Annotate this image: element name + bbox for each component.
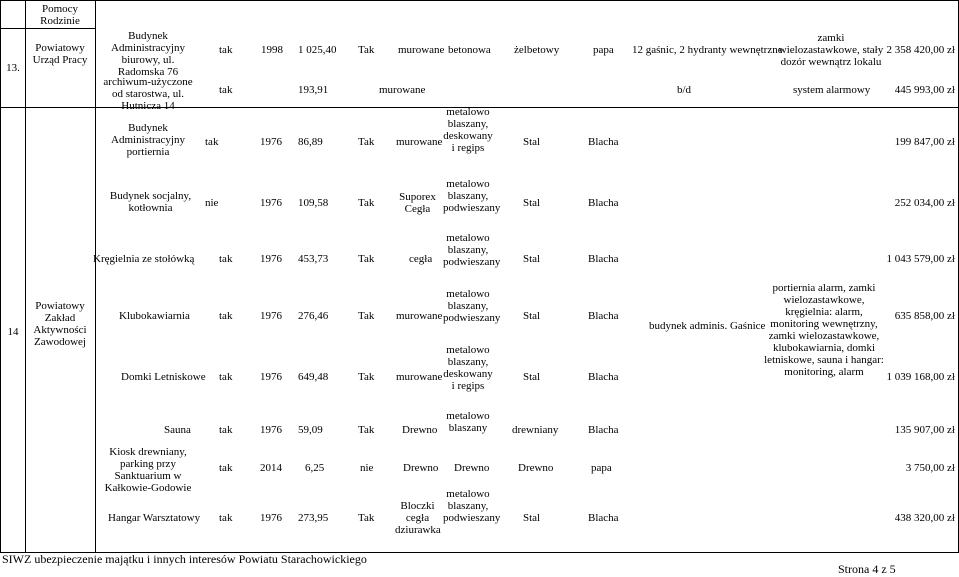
walls: cegła — [409, 253, 433, 265]
building-name: Domki Letniskowe — [121, 371, 206, 383]
walls: Drewno — [403, 462, 439, 474]
theft-protection: zamki wielozastawkowe, stały dozór wewnątrz lokalu — [778, 32, 884, 68]
roof-construction: Stal — [523, 253, 541, 265]
ceiling: metalowo blaszany — [446, 410, 490, 434]
walls: murowane — [396, 371, 443, 383]
building-name: Kiosk drewniany, parking przy Sanktuarium w Kałkowie-Godowie — [104, 446, 192, 494]
monument-flag: Tak — [358, 371, 375, 383]
value: 3 750,00 zł — [905, 462, 955, 474]
area: 453,73 — [298, 253, 329, 265]
building-name: Budynek socjalny, kotłownia — [109, 190, 192, 214]
building-name: archiwum-użyczone od starostwa, ul. Hutnicza 14 — [103, 76, 193, 112]
roofing: Blacha — [588, 253, 619, 265]
value: 445 993,00 zł — [894, 84, 955, 96]
walls: murowane — [398, 44, 445, 56]
monument-flag: Tak — [358, 424, 375, 436]
area: 86,89 — [298, 136, 323, 148]
roof-construction: żelbetowy — [514, 44, 560, 56]
ceiling: betonowa — [448, 44, 491, 56]
unit-name-13: Powiatowy Urząd Pracy — [32, 42, 88, 66]
value: 1 043 579,00 zł — [886, 253, 955, 265]
insured-flag: tak — [219, 84, 233, 96]
roof-construction: drewniany — [512, 424, 559, 436]
monument-flag: Tak — [358, 197, 375, 209]
monument-flag: Tak — [358, 44, 375, 56]
area: 109,58 — [298, 197, 329, 209]
roof-construction: Stal — [523, 136, 541, 148]
col-divider-unit — [95, 0, 96, 552]
monument-flag: Tak — [358, 310, 375, 322]
area: 276,46 — [298, 310, 329, 322]
theft-protection-shared: portiernia alarm, zamki wielozastawkowe, kręgielnia: alarm, monitoring wewnętrzny, zamki wielozastawkowe, klubokawiarnia, domki letniskowe, sauna i hangar: monitoring, alarm — [764, 282, 884, 378]
row-number-14: 14 — [7, 326, 19, 338]
area: 273,95 — [298, 512, 329, 524]
value: 252 034,00 zł — [894, 197, 955, 209]
building-name: Sauna — [164, 424, 191, 436]
monument-flag: Tak — [358, 253, 375, 265]
building-name: Hangar Warsztatowy — [108, 512, 201, 524]
table-border-left — [0, 0, 1, 552]
build-year: 2014 — [260, 462, 282, 474]
building-name: Budynek Administracyjny biurowy, ul. Radomska 76 — [111, 30, 185, 78]
roof-construction: Stal — [523, 512, 541, 524]
value: 1 039 168,00 zł — [886, 371, 955, 383]
roofing: papa — [591, 462, 612, 474]
build-year: 1976 — [260, 512, 282, 524]
roofing: Blacha — [588, 512, 619, 524]
theft-protection: system alarmowy — [793, 84, 871, 96]
walls: Bloczki cegła dziurawka — [395, 500, 441, 536]
roof-construction: Drewno — [518, 462, 554, 474]
area: 649,48 — [298, 371, 329, 383]
fire-protection: 12 gaśnic, 2 hydranty wewnętrzne — [632, 44, 783, 56]
value: 135 907,00 zł — [894, 424, 955, 436]
roofing: papa — [593, 44, 614, 56]
area: 6,25 — [305, 462, 325, 474]
roof-construction: Stal — [523, 371, 541, 383]
insured-flag: tak — [219, 371, 233, 383]
value: 635 858,00 zł — [894, 310, 955, 322]
insured-flag: tak — [205, 136, 219, 148]
previous-unit-label: Pomocy Rodzinie — [40, 3, 80, 27]
build-year: 1976 — [260, 424, 282, 436]
ceiling: metalowo blaszany, deskowany i regips — [443, 106, 493, 154]
insured-flag: tak — [219, 424, 233, 436]
building-name: Budynek Administracyjny portiernia — [111, 122, 185, 158]
walls: Suporex Cegła — [399, 191, 436, 215]
building-name: Kręgielnia ze stołówką — [93, 253, 195, 265]
build-year: 1998 — [261, 44, 283, 56]
insured-flag: tak — [219, 253, 233, 265]
insured-flag: tak — [219, 310, 233, 322]
ceiling: Drewno — [454, 462, 490, 474]
roof-construction: Stal — [523, 197, 541, 209]
ceiling: metalowo blaszany, deskowany i regips — [443, 344, 493, 392]
fire-protection: b/d — [677, 84, 692, 96]
ceiling: metalowo blaszany, podwieszany — [443, 288, 501, 324]
building-name: Klubokawiarnia — [119, 310, 190, 322]
ceiling: metalowo blaszany, podwieszany — [443, 178, 501, 214]
build-year: 1976 — [260, 371, 282, 383]
value: 2 358 420,00 zł — [886, 44, 955, 56]
roofing: Blacha — [588, 136, 619, 148]
walls: murowane — [396, 310, 443, 322]
build-year: 1976 — [260, 310, 282, 322]
table-border-top — [0, 0, 959, 1]
insured-flag: tak — [219, 44, 233, 56]
ceiling: metalowo blaszany, podwieszany — [443, 232, 501, 268]
insured-flag: tak — [219, 462, 233, 474]
roof-construction: Stal — [523, 310, 541, 322]
roofing: Blacha — [588, 310, 619, 322]
area: 1 025,40 — [298, 44, 337, 56]
ceiling: metalowo blaszany, podwieszany — [443, 488, 501, 524]
footer-document-title: SIWZ ubezpieczenie majątku i innych interesów Powiatu Starachowickiego — [2, 552, 367, 566]
walls: Drewno — [402, 424, 438, 436]
walls: murowane — [379, 84, 426, 96]
monument-flag: Tak — [358, 136, 375, 148]
insured-flag: nie — [205, 197, 219, 209]
walls: murowane — [396, 136, 443, 148]
insured-flag: tak — [219, 512, 233, 524]
fire-protection-shared: budynek adminis. Gaśnice — [649, 320, 766, 332]
unit-name-14: Powiatowy Zakład Aktywności Zawodowej — [33, 300, 87, 348]
roofing: Blacha — [588, 424, 619, 436]
row-number-13: 13. — [6, 62, 20, 74]
roofing: Blacha — [588, 371, 619, 383]
monument-flag: Tak — [358, 512, 375, 524]
footer-page-number: Strona 4 z 5 — [838, 562, 896, 576]
roofing: Blacha — [588, 197, 619, 209]
area: 193,91 — [298, 84, 329, 96]
build-year: 1976 — [260, 197, 282, 209]
area: 59,09 — [298, 424, 323, 436]
row-divider-prefix — [0, 28, 95, 29]
value: 199 847,00 zł — [894, 136, 955, 148]
monument-flag: nie — [360, 462, 374, 474]
col-divider-number — [25, 0, 26, 552]
build-year: 1976 — [260, 136, 282, 148]
value: 438 320,00 zł — [894, 512, 955, 524]
build-year: 1976 — [260, 253, 282, 265]
